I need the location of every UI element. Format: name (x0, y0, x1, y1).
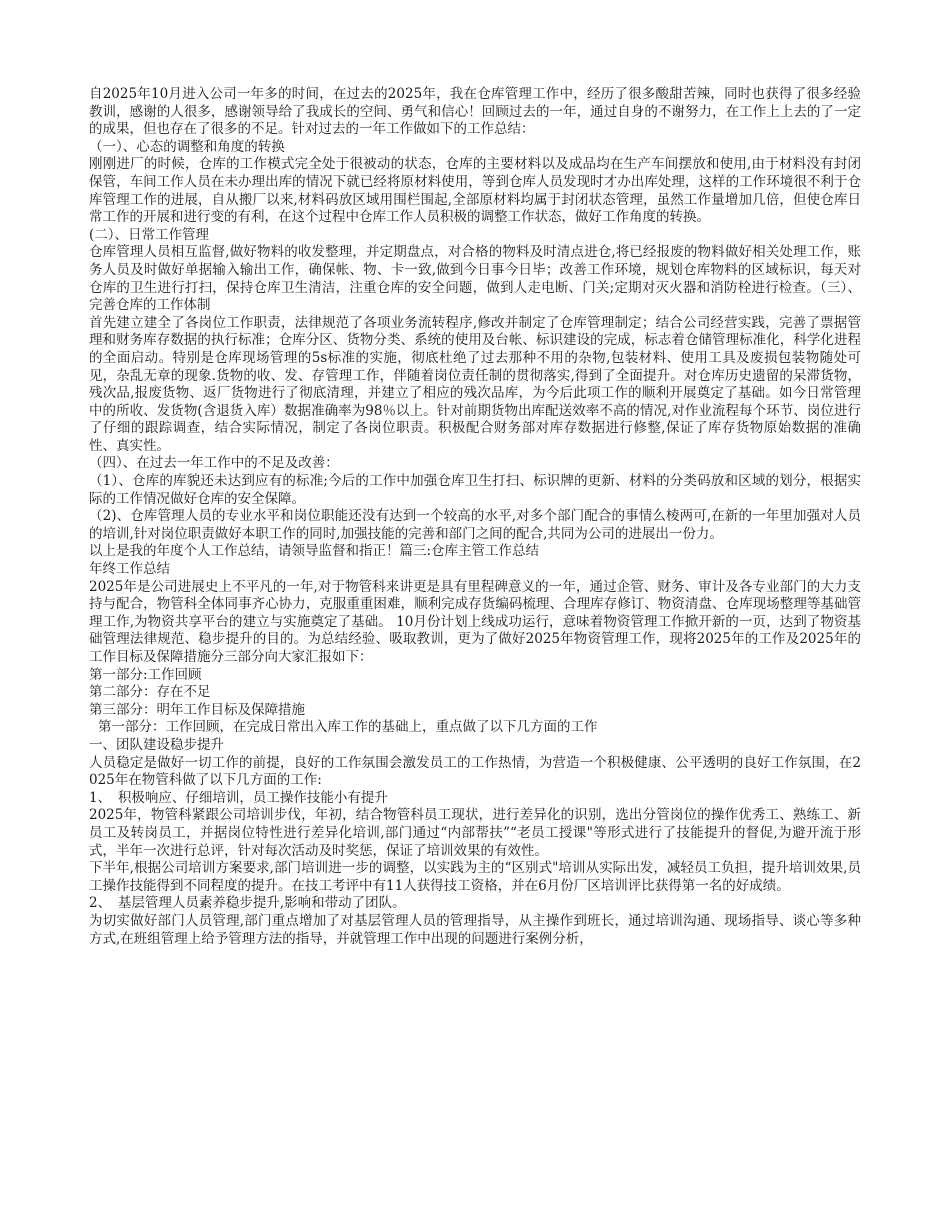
outline-item: 第二部分：存在不足 (89, 684, 211, 701)
list-item: （1）、仓库的库貌还未达到应有的标准;今后的工作中加强仓库卫生打扫、标识牌的更新、材料的分类码放和区域的划分，根据实际的工作情况做好仓库的安全保障。 (89, 473, 861, 507)
paragraph: 人员稳定是做好一切工作的前提，良好的工作氛围会激发员工的工作热情，为营造一个积极健康、公平透明的良好工作氛围，在2025年在物管科做了以下几方面的工作: (89, 754, 861, 789)
list-item: 1、 积极响应、仔细培训，员工操作技能小有提升 (89, 789, 388, 806)
section-heading-2: (二）、日常工作管理 (89, 226, 210, 243)
section-heading: 一、团队建设稳步提升 (89, 736, 224, 753)
paragraph: 下半年,根据公司培训方案要求,部门培训进一步的调整，以实践为主的“区别式"培训从实际出发，减轻员工负担，提升培训效果,员工操作技能得到不同程度的提升。在技工考评中有11人获得技工资格，并在6月份厂区培训评比获得第一名的好成绩。 (89, 860, 861, 894)
document-body (89, 86, 861, 948)
outline-item: 第三部分：明年工作目标及保障措施 (89, 701, 305, 718)
document-subtitle: 年终工作总结 (89, 561, 170, 578)
list-item: 2、 基层管理人员素养稳步提升,影响和带动了团队。 (89, 895, 406, 912)
paragraph: 首先建立建全了各岗位工作职责，法律规范了各项业务流转程序,修改并制定了仓库管理制定；结合公司经营实践，完善了票据管理和财务库存数据的执行标准；仓库分区、货物分类、系统的使用及台帐、标识建设的完成，标志着仓储管理标准化，科学化进程的全面启动。特别是仓库现场管理的5s标准的实施，彻底杜绝了过去那种不用的杂物,包装材料、使用工具及废损包装物随处可见，杂乱无章的现象.货物的收、发、存管理工作，伴随着岗位责任制的贯彻落实,得到了全面提升。对仓库历史遗留的呆滞货物，残次品,报废货物、返厂货物进行了彻底清理，并建立了相应的残次品库，为今后此项工作的顺利开展奠定了基础。如今日常管理中的所收、发货物(含退货入库）数据准确率为98％以上。针对前期货物出库配送效率不高的情况,对作业流程每个环节、岗位进行了仔细的跟踪调查，结合实际情况，制定了各岗位职责。积极配合财务部对库存数据进行修整,保证了库存货物原始数据的准确性、真实性。 (89, 314, 861, 454)
paragraph: 仓库管理人员相互监督,做好物料的收发整理，并定期盘点，对合格的物料及时清点进仓,将已经报废的物料做好相关处理工作，账务人员及时做好单据输入输出工作，确保帐、物、卡一致,做到今日事今日毕；改善工作环境，规划仓库物料的区域标识，每天对仓库的卫生进行打扫，保持仓库卫生清洁，注重仓库的安全问题，做到人走电断、门关;定期对灭火器和消防栓进行检查。（三）、完善仓库的工作体制 (89, 244, 861, 314)
section-heading-1: （一）、心态的调整和角度的转换 (89, 138, 285, 155)
paragraph: 以上是我的年度个人工作总结，请领导监督和指正！篇三:仓库主管工作总结 (89, 543, 540, 560)
paragraph: 为切实做好部门人员管理,部门重点增加了对基层管理人员的管理指导，从主操作到班长，通过培训沟通、现场指导、谈心等多种方式,在班组管理上给予管理方法的指导，并就管理工作中出现的问题进行案例分析， (89, 912, 861, 947)
section-heading-4: （四）、在过去一年工作中的不足及改善： (89, 455, 339, 472)
intro-paragraph: 自2025年10月进入公司一年多的时间，在过去的2025年，我在仓库管理工作中，经历了很多酸甜苦辣，同时也获得了很多经验教训，感谢的人很多，感谢领导给了我成长的空间、勇气和信心！回顾过去的一年，通过自身的不谢努力，在工作上上去的了一定的成果，但也存在了很多的不足。针对过去的一年工作做如下的工作总结： (89, 86, 861, 138)
part-one-intro: 第一部分：工作回顾，在完成日常出入库工作的基础上，重点做了以下几方面的工作 (98, 719, 598, 736)
paragraph: 2025年，物管科紧跟公司培训步伐，年初，结合物管科员工现状，进行差异化的识别，选出分管岗位的操作优秀工、熟练工、新员工及转岗员工，并据岗位特性进行差异化培训,部门通过“内部帮扶”“老员工授课"等形式进行了技能提升的督促,为避开流于形式，半年一次进行总评，针对每次活动及时奖惩，保证了培训效果的有效性。 (89, 807, 861, 859)
outline-item: 第一部分:工作回顾 (89, 666, 202, 683)
paragraph: 2025年是公司进展史上不平凡的一年,对于物管科来讲更是具有里程碑意义的一年，通过企管、财务、审计及各专业部门的大力支持与配合，物管科全体同事齐心协力，克服重重困难，顺利完成存货编码梳理、合理库存修订、物资清盘、仓库现场整理等基础管理工作,为物资共享平台的建立与实施奠定了基础。 10月份计划上线成功运行，意味着物资管理工作掀开新的一页，达到了物资基础管理法律规范、稳步提升的目的。为总结经验、吸取教训，更为了做好2025年物资管理工作，现将2025年的工作及2025年的工作目标及保障措施分三部分向大家汇报如下： (89, 578, 861, 665)
paragraph: 刚刚进厂的时候，仓库的工作模式完全处于很被动的状态，仓库的主要材料以及成品均在生产车间摆放和使用,由于材料没有封闭保管，车间工作人员在未办理出库的情况下就已经将原材料使用，等到仓库人员发现时才办出库处理，这样的工作环境很不利于仓库管理工作的进展，自从搬厂以来,材料码放区域用围栏围起,全部原材料均属于封闭状态管理，虽然工作量增加几倍，但使仓库日常工作的开展和进行变的有利，在这个过程中仓库工作人员积极的调整工作状态，做好工作角度的转换。 (89, 156, 861, 226)
list-item: （2)、仓库管理人员的专业水平和岗位职能还没有达到一个较高的水平,对多个部门配合的事情么棱两可,在新的一年里加强对人员的培训,针对岗位职责做好本职工作的同时,加强技能的完善和部门之间的配合,共同为公司的进展出一份力。 (89, 508, 861, 542)
